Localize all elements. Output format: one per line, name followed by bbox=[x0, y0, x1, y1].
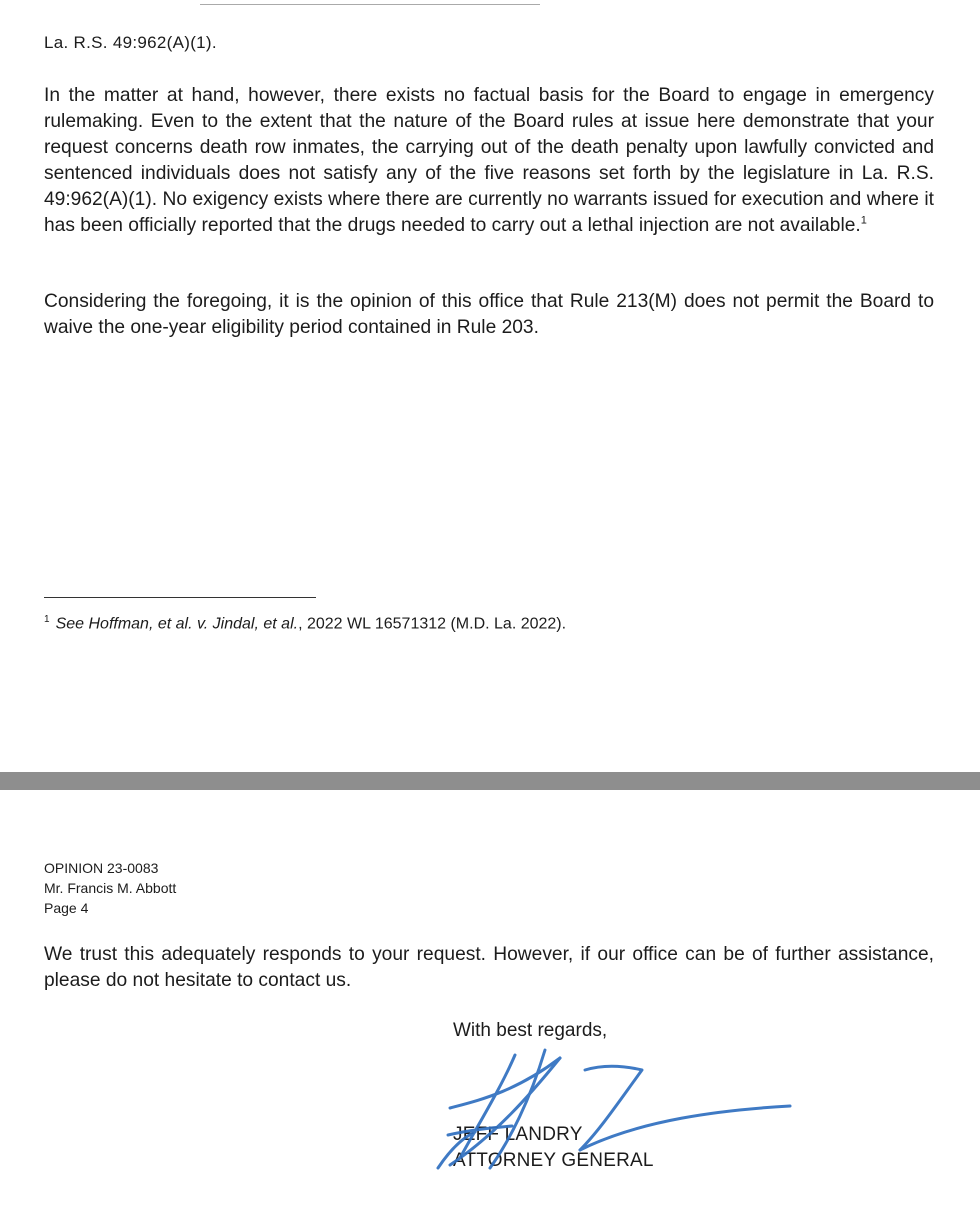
closing-salutation: With best regards, bbox=[453, 1020, 608, 1041]
body-paragraph-conclusion: Considering the foregoing, it is the opinion of this office that Rule 213(M) does not permit the Board to waive the one-year eligibility period contained in Rule 203. bbox=[44, 291, 934, 338]
footnote bbox=[44, 614, 566, 633]
page-number: Page 4 bbox=[44, 900, 89, 916]
body-paragraph-closing: We trust this adequately responds to your request. However, if our office can be of further assistance, please do not hesitate to contact us. bbox=[44, 944, 934, 991]
footnote-case-name: Hoffman, et al. v. Jindal, et al. bbox=[88, 615, 299, 633]
footnote-signal: See bbox=[55, 615, 85, 633]
footnote-mark: 1 bbox=[44, 614, 50, 625]
opinion-number: OPINION 23-0083 bbox=[44, 860, 159, 876]
signer-title: ATTORNEY GENERAL bbox=[453, 1150, 654, 1171]
signer-name: JEFF LANDRY bbox=[453, 1124, 583, 1145]
footnote-divider bbox=[44, 597, 316, 598]
page-separator bbox=[0, 772, 980, 790]
page-top-fragment bbox=[200, 0, 540, 5]
page-header bbox=[44, 858, 176, 918]
footnote-cite: , 2022 WL 16571312 (M.D. La. 2022). bbox=[298, 615, 567, 633]
body-paragraph-emergency-rulemaking bbox=[44, 83, 934, 239]
paragraph-text: In the matter at hand, however, there exists no factual basis for the Board to engage in emergency rulemaking. Even to the extent that the nature of the Board rules at issue here demonstrate that your request concerns death row inmates, the carrying out of the death penalty upon lawfully convicted and sentenced individuals does not satisfy any of the five reasons set forth by the legislature in La. R.S. 49:962(A)(1). No exigency exists where there are currently no warrants issued for execution and where it has been officially reported that the drugs needed to carry out a lethal injection are not available. bbox=[44, 85, 934, 236]
citation-line: La. R.S. 49:962(A)(1). bbox=[44, 33, 217, 52]
recipient-name: Mr. Francis M. Abbott bbox=[44, 880, 177, 896]
footnote-reference: 1 bbox=[860, 214, 867, 227]
